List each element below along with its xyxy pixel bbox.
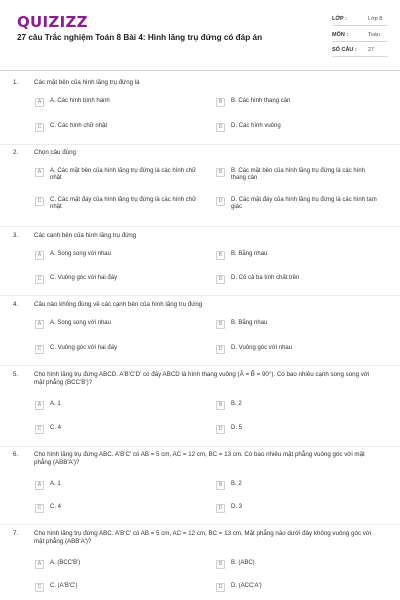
option-letter-box[interactable]: D: [216, 123, 225, 132]
question-divider: [0, 295, 400, 296]
option-letter-box[interactable]: A: [35, 320, 44, 329]
option-letter-box[interactable]: C: [35, 197, 44, 206]
option-letter-box[interactable]: B: [216, 98, 225, 107]
question-text: Cho hình lăng trụ đứng ABC. A'B'C' có AB = 5 cm, AC = 12 cm, BC = 13 cm. Có bao nhiêu mặt phẳng vuông góc với mặt phẳng (ABB'A')?: [34, 451, 365, 467]
question-number: 2.: [13, 149, 19, 156]
option-text: C. 4: [50, 504, 62, 510]
option-letter-box[interactable]: A: [35, 560, 44, 569]
option-text: C. Các mặt đáy của hình lăng trụ đứng là các hình chữ nhật: [50, 197, 197, 211]
meta-grade-value: Lớp 8: [368, 16, 383, 22]
option-letter-box[interactable]: A: [35, 401, 44, 410]
question-divider: [0, 524, 400, 525]
option-letter-box[interactable]: B: [216, 560, 225, 569]
option-letter-box[interactable]: A: [35, 98, 44, 107]
header-divider: [0, 70, 400, 71]
question-text: Cho hình lăng trụ đứng ABC. A'B'C' có AB = 5 cm, AC = 12 cm, BC = 13 cm. Mặt phẳng nào dưới đây không vuông góc với mặt phẳng (ABB'A')?: [34, 530, 372, 546]
option-text: D. 3: [231, 504, 243, 510]
option-letter-box[interactable]: C: [35, 275, 44, 284]
option-text: B. Các mặt bên của hình lăng trụ đứng là các hình thang cân: [231, 168, 366, 182]
option-text: A. 1: [50, 481, 61, 487]
option-letter-box[interactable]: D: [216, 345, 225, 354]
option-text: B. Các hình thang cân: [231, 98, 291, 104]
meta-grade-label: LỚP :: [332, 16, 347, 22]
meta-divider: [332, 41, 388, 42]
option-letter-box[interactable]: B: [216, 251, 225, 260]
meta-count-value: 27: [368, 47, 375, 53]
option-text: B. Bằng nhau: [231, 320, 268, 326]
option-letter-box[interactable]: C: [35, 504, 44, 513]
option-text: C. (A'B'C'): [50, 583, 78, 589]
option-letter-box[interactable]: D: [216, 583, 225, 592]
option-letter-box[interactable]: B: [216, 320, 225, 329]
question-divider: [0, 226, 400, 227]
option-text: D. Có cả ba tính chất trên: [231, 275, 300, 281]
meta-divider: [332, 25, 388, 26]
option-text: C. Vuông góc với hai đáy: [50, 345, 118, 351]
question-text: Các cạnh bên của hình lăng trụ đứng: [34, 232, 137, 239]
question-number: 6.: [13, 451, 19, 458]
option-letter-box[interactable]: D: [216, 425, 225, 434]
question-number: 7.: [13, 530, 19, 537]
option-letter-box[interactable]: B: [216, 481, 225, 490]
option-text: D. Các mặt đáy của hình lăng trụ đứng là các hình tam giác: [231, 197, 377, 211]
option-letter-box[interactable]: A: [35, 481, 44, 490]
option-text: A. Song song với nhau: [50, 320, 111, 326]
option-text: A. Các hình bình hành: [50, 98, 110, 104]
option-text: B. 2: [231, 401, 242, 407]
option-letter-box[interactable]: C: [35, 123, 44, 132]
option-text: C. Các hình chữ nhật: [50, 123, 108, 129]
option-letter-box[interactable]: C: [35, 425, 44, 434]
option-letter-box[interactable]: B: [216, 168, 225, 177]
option-letter-box[interactable]: A: [35, 251, 44, 260]
option-letter-box[interactable]: D: [216, 275, 225, 284]
question-divider: [0, 144, 400, 145]
question-divider: [0, 446, 400, 447]
option-letter-box[interactable]: B: [216, 401, 225, 410]
option-text: B. 2: [231, 481, 242, 487]
meta-subject-value: Toán: [368, 32, 380, 38]
question-number: 4.: [13, 301, 19, 308]
option-text: C. Vuông góc với hai đáy: [50, 275, 118, 281]
option-letter-box[interactable]: C: [35, 583, 44, 592]
option-text: C. 4: [50, 425, 62, 431]
option-text: D. Vuông góc với nhau: [231, 345, 293, 351]
option-letter-box[interactable]: D: [216, 504, 225, 513]
meta-count-label: SỐ CÂU :: [332, 47, 357, 53]
question-text: Cho hình lăng trụ đứng ABCD. A'B'C'D' có đáy ABCD là hình thang vuông (Â = B̂ = 90°). Có bao nhiêu cạnh song song với mặt phẳng (BCC'B')?: [34, 371, 370, 387]
worksheet-header: [0, 0, 400, 70]
option-text: B. Bằng nhau: [231, 251, 268, 257]
option-text: A. Song song với nhau: [50, 251, 111, 257]
question-number: 1.: [13, 79, 19, 86]
option-text: B. (ABC): [231, 560, 255, 566]
question-text: Chọn câu đúng: [34, 149, 76, 156]
option-text: D. 5: [231, 425, 243, 431]
option-text: D. (ACC'A'): [231, 583, 262, 589]
option-letter-box[interactable]: C: [35, 345, 44, 354]
question-number: 5.: [13, 371, 19, 378]
option-text: A. Các mặt bên của hình lăng trụ đứng là các hình chữ nhật: [50, 168, 197, 182]
quizizz-logo: QUIZIZZ: [17, 13, 88, 31]
option-text: D. Các hình vuông: [231, 123, 281, 129]
worksheet-title: 27 câu Trắc nghiệm Toán 8 Bài 4: Hình lăng trụ đứng có đáp án: [17, 33, 263, 42]
option-letter-box[interactable]: D: [216, 197, 225, 206]
meta-subject-label: MÔN :: [332, 32, 349, 38]
question-number: 3.: [13, 232, 19, 239]
option-letter-box[interactable]: A: [35, 168, 44, 177]
option-text: A. (BCC'B'): [50, 560, 81, 566]
question-text: Câu nào không đúng về các cạnh bên của hình lăng trụ đứng: [34, 301, 203, 308]
question-text: Các mặt bên của hình lăng trụ đứng là: [34, 79, 140, 86]
meta-divider: [332, 56, 388, 57]
option-text: A. 1: [50, 401, 61, 407]
question-divider: [0, 365, 400, 366]
